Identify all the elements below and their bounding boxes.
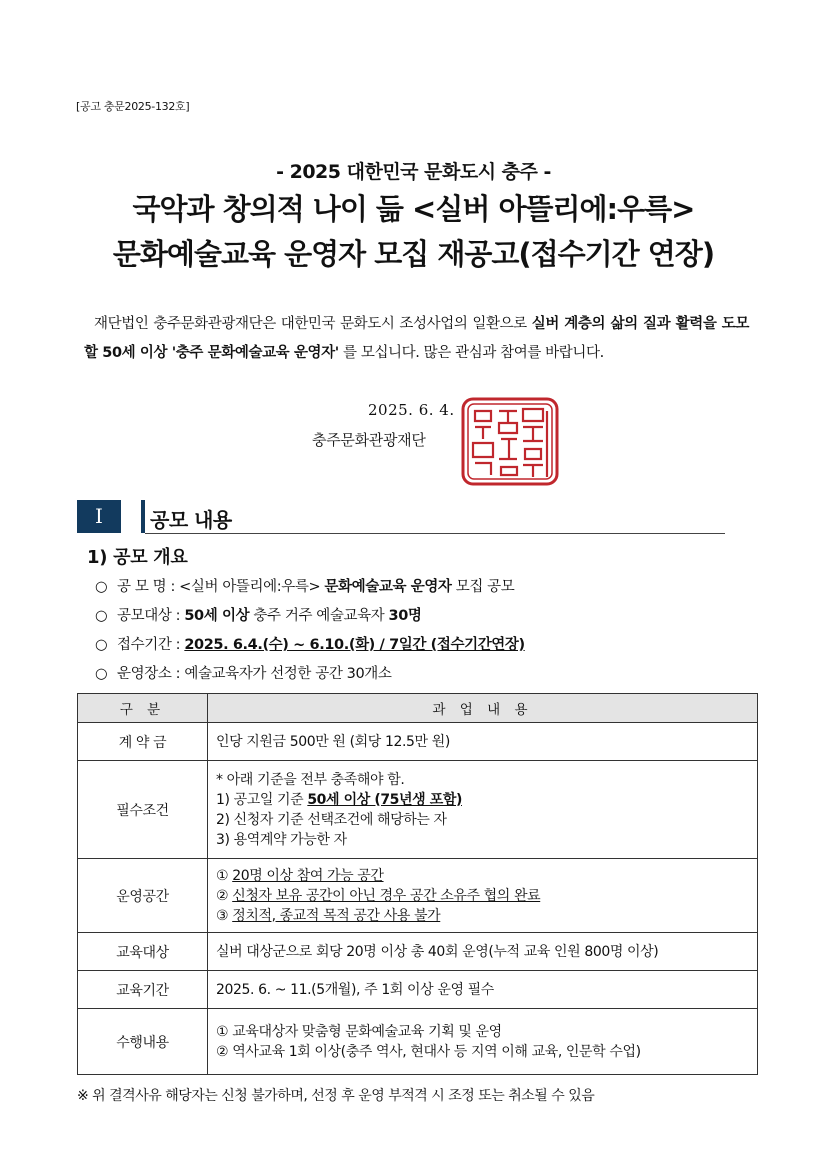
row-category: 운영공간 xyxy=(78,859,208,933)
organization-name: 충주문화관광재단 xyxy=(312,431,426,449)
bullet-tail: 모집 공모 xyxy=(451,579,515,595)
bullet-circle-icon: ○ xyxy=(95,608,108,624)
content-line xyxy=(216,866,749,886)
table-row xyxy=(78,761,758,859)
row-content xyxy=(208,971,758,1009)
bullet-contest-name xyxy=(95,575,525,604)
details-table xyxy=(77,693,758,1075)
bullet-label: 운영장소 : xyxy=(117,666,181,682)
content-line xyxy=(216,906,749,926)
row-category: 수행내용 xyxy=(78,1009,208,1075)
row-content xyxy=(208,761,758,859)
content-line: 인당 지원금 500만 원 (회당 12.5만 원) xyxy=(216,733,450,750)
bullet-location xyxy=(95,662,525,691)
content-line: 3) 용역계약 가능한 자 xyxy=(216,831,347,848)
content-line: ① 교육대상자 맞춤형 문화예술교육 기획 및 운영 xyxy=(216,1023,502,1040)
row-category: 필수조건 xyxy=(78,761,208,859)
subtitle: - 2025 대한민국 문화도시 충주 - xyxy=(276,161,551,183)
row-content xyxy=(208,723,758,761)
content-bold: 50세 이상 (75년생 포함) xyxy=(307,791,462,808)
content-text: ② xyxy=(216,887,233,904)
section-underline xyxy=(145,533,725,534)
row-category: 계 약 금 xyxy=(78,723,208,761)
notice-number: [공고 충문2025-132호] xyxy=(76,100,190,113)
content-underlined: 신청자 보유 공간이 아닌 경우 공간 소유주 협의 완료 xyxy=(232,887,541,904)
bullet-text: <실버 아뜰리에:우륵> xyxy=(179,579,325,595)
row-content xyxy=(208,859,758,933)
table-row xyxy=(78,933,758,971)
content-underlined: 20명 이상 참여 가능 공간 xyxy=(232,867,384,884)
bullet-text: 충주 거주 예술교육자 xyxy=(249,608,389,624)
notice-date: 2025. 6. 4. xyxy=(368,401,455,419)
bullet-label: 공모대상 : xyxy=(117,608,181,624)
content-line xyxy=(216,886,749,906)
official-seal-image xyxy=(461,397,559,486)
bullet-bold: 문화예술교육 운영자 xyxy=(324,579,452,595)
section-number: Ⅰ xyxy=(77,500,121,533)
intro-bold: 실버 계층의 삶의 질과 활력을 도모할 50세 이상 '충주 문화예술교육 운영자' xyxy=(84,316,749,361)
bullet-label: 공 모 명 : xyxy=(117,579,175,595)
row-content xyxy=(208,933,758,971)
bullet-circle-icon: ○ xyxy=(95,579,108,595)
intro-paragraph xyxy=(84,310,749,368)
bullet-circle-icon: ○ xyxy=(95,637,108,653)
table-row xyxy=(78,723,758,761)
table-row xyxy=(78,1009,758,1075)
content-line: 2) 신청자 기준 선택조건에 해당하는 자 xyxy=(216,811,447,828)
row-category: 교육기간 xyxy=(78,971,208,1009)
content-line: * 아래 기준을 전부 충족해야 함. xyxy=(216,771,405,788)
subsection-title: 1) 공모 개요 xyxy=(87,547,188,568)
row-category: 교육대상 xyxy=(78,933,208,971)
content-underlined: 정치적, 종교적 목적 공간 사용 불가 xyxy=(232,907,441,924)
bullet-target xyxy=(95,604,525,633)
bullet-circle-icon: ○ xyxy=(95,666,108,682)
table-header-content: 과 업 내 용 xyxy=(208,694,758,723)
bullet-text: 예술교육자가 선정한 공간 30개소 xyxy=(184,666,392,682)
content-text: ③ xyxy=(216,907,233,924)
title-line-1: 국악과 창의적 나이 듦 <실버 아뜰리에:우륵> xyxy=(132,192,695,226)
overview-list xyxy=(95,575,525,691)
bullet-bold-2: 30명 xyxy=(388,608,422,624)
bullet-period xyxy=(95,633,525,662)
content-line: 2025. 6. ~ 11.(5개월), 주 1회 이상 운영 필수 xyxy=(216,981,494,998)
table-row xyxy=(78,971,758,1009)
title-line-2: 문화예술교육 운영자 모집 재공고(접수기간 연장) xyxy=(112,237,715,271)
bullet-bold: 2025. 6.4.(수) ~ 6.10.(화) / 7일간 (접수기간연장) xyxy=(184,637,525,653)
bullet-bold: 50세 이상 xyxy=(184,608,250,624)
footnote: ※ 위 결격사유 해당자는 신청 불가하며, 선정 후 운영 부적격 시 조정 또는 취소될 수 있음 xyxy=(77,1088,595,1104)
table-row xyxy=(78,859,758,933)
section-bar xyxy=(141,500,145,533)
section-title: 공모 내용 xyxy=(150,508,232,532)
intro-part-2: 를 모십니다. 많은 관심과 참여를 바랍니다. xyxy=(338,345,604,361)
bullet-label: 접수기간 : xyxy=(117,637,181,653)
content-text: 1) 공고일 기준 xyxy=(216,791,308,808)
content-text: ① xyxy=(216,867,233,884)
content-line: ② 역사교육 1회 이상(충주 역사, 현대사 등 지역 이해 교육, 인문학 수업) xyxy=(216,1043,641,1060)
content-line xyxy=(216,790,749,810)
content-line: 실버 대상군으로 회당 20명 이상 총 40회 운영(누적 교육 인원 800명 이상) xyxy=(216,943,659,960)
row-content xyxy=(208,1009,758,1075)
table-header-category: 구 분 xyxy=(78,694,208,723)
table-header-row xyxy=(78,694,758,723)
intro-part-1: 재단법인 충주문화관광재단은 대한민국 문화도시 조성사업의 일환으로 xyxy=(94,316,532,332)
